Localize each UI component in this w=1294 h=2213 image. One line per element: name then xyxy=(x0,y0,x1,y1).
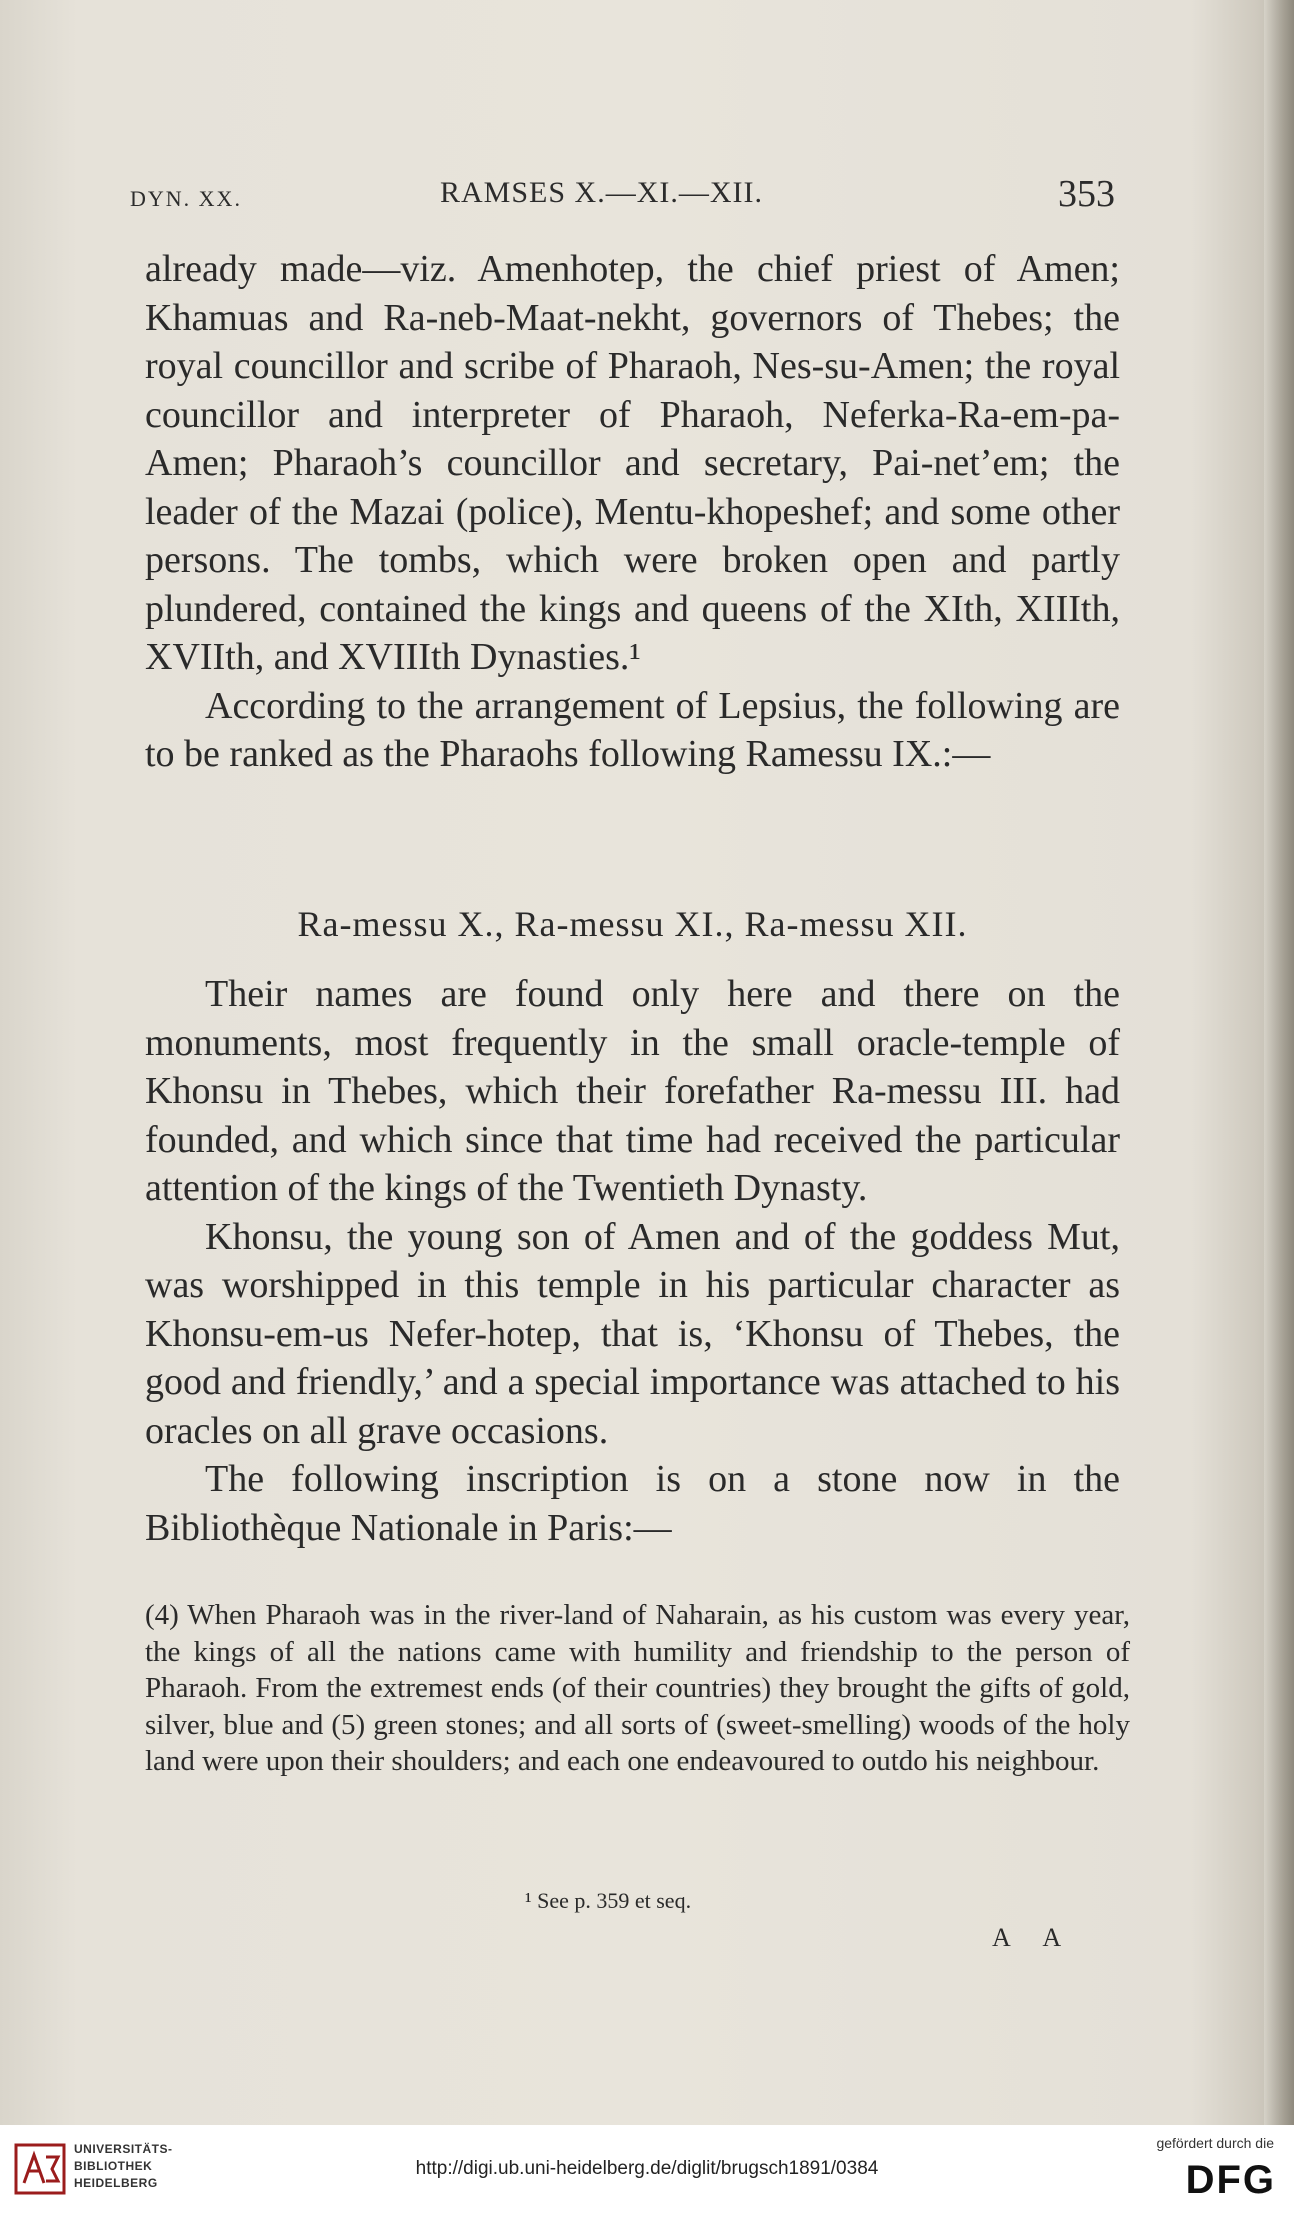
dfg-logo: DFG xyxy=(1185,2158,1276,2202)
section-heading: Ra-messu X., Ra-messu XI., Ra-messu XII. xyxy=(297,904,968,944)
library-name-line: BIBLIOTHEK xyxy=(74,2159,153,2173)
running-header xyxy=(130,172,1115,222)
paragraph: Khonsu, the young son of Amen and of the goddess Mut, was worshipped in this temple in his particular character as Khonsu-em-us Nefer-hotep, that is, ‘Khonsu of Thebes, the good and friendly,’ and a special importance was attached to his oracles on all grave occasions. xyxy=(145,1215,1120,1452)
permalink-url[interactable]: http://digi.ub.uni-heidelberg.de/diglit/brugsch1891/0384 xyxy=(415,2158,879,2179)
library-name-line: HEIDELBERG xyxy=(74,2176,158,2190)
page-number: 353 xyxy=(1058,173,1115,215)
header-dynasty: DYN. XX. xyxy=(130,186,242,211)
body-text-top xyxy=(145,245,1120,779)
paragraph: Their names are found only here and there on the monuments, most frequently in the small oracle-temple of Khonsu in Thebes, which their forefather Ra-messu III. had founded, and which since that time had received the particular attention of the kings of the Twentieth Dynasty. xyxy=(145,973,1120,1209)
footer-bar xyxy=(0,2125,1294,2213)
funding-caption: gefördert durch die xyxy=(1156,2135,1274,2151)
footnote: ¹ See p. 359 et seq. xyxy=(525,1888,692,1913)
paragraph: The following inscription is on a stone now in the Bibliothèque Nationale in Paris:— xyxy=(145,1458,1120,1549)
signature-mark: A A xyxy=(992,1923,1076,1952)
header-title: RAMSES X.—XI.—XII. xyxy=(440,176,764,209)
paragraph: already made—viz. Amenhotep, the chief priest of Amen; Khamuas and Ra-neb-Maat-nekht, governors of Thebes; the royal councillor and scribe of Pharaoh, Nes-su-Amen; the royal councillor and interpreter of Pharaoh, Neferka-Ra-em-pa-Amen; Pharaoh’s councillor and secretary, Pai-net’em; the leader of the Mazai (police), Mentu-khopeshef; and some other persons. The tombs, which were broken open and partly plundered, contained the kings and queens of the XIth, XIIIth, XVIIth, and XVIIIth Dynasties.¹ xyxy=(145,248,1120,678)
library-name-line: UNIVERSITÄTS- xyxy=(74,2142,173,2156)
body-text-bottom xyxy=(145,970,1120,1552)
inscription-quote: (4) When Pharaoh was in the river-land of Naharain, as his custom was every year, the kings of all the nations came with humility and friendship to the person of Pharaoh. From the extremest ends (of their countries) they brought the gifts of gold, silver, blue and (5) green stones; and all sorts of (sweet-smelling) woods of the holy land were upon their shoulders; and each one endeavoured to outdo his neighbour. xyxy=(145,1599,1130,1777)
paragraph: According to the arrangement of Lepsius, the following are to be ranked as the Pharaohs following Ramessu IX.:— xyxy=(145,684,1120,775)
page-edge xyxy=(1264,0,1294,2125)
